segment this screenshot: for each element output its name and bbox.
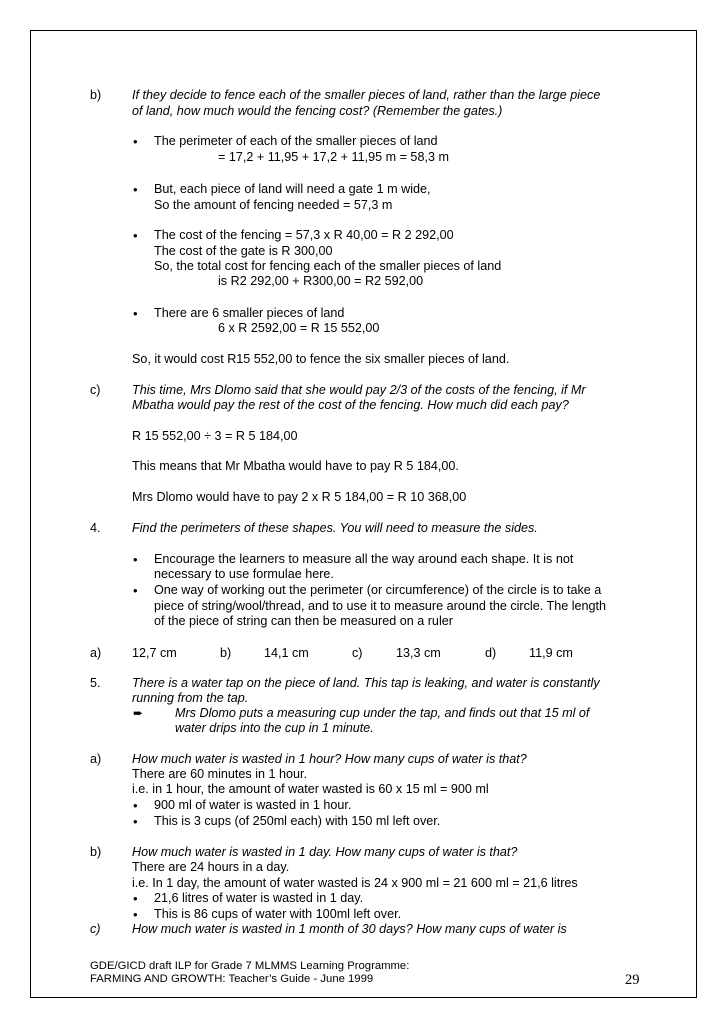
bullet: •	[133, 891, 138, 906]
answer-text: There are 6 smaller pieces of land	[154, 306, 345, 320]
answer-text: This means that Mr Mbatha would have to pay R 5 184,00.	[132, 459, 459, 473]
bullet: •	[133, 814, 138, 829]
answer-label: d)	[485, 646, 497, 660]
question-text: This time, Mrs Dlomo said that she would pay 2/3 of the costs of the fencing, if Mr	[132, 383, 586, 397]
answer-text: = 17,2 + 11,95 + 17,2 + 11,95 m = 58,3 m	[218, 150, 449, 164]
answer-text: necessary to use formulae here.	[154, 567, 334, 581]
bullet: •	[133, 306, 138, 321]
answer-text: R 15 552,00 ÷ 3 = R 5 184,00	[132, 429, 298, 443]
answer-text: So the amount of fencing needed = 57,3 m	[154, 198, 393, 212]
answer-text: But, each piece of land will need a gate 1 m wide,	[154, 182, 431, 196]
answer-value: 12,7 cm	[132, 646, 177, 660]
question-text: water drips into the cup in 1 minute.	[175, 721, 374, 735]
answer-text: There are 60 minutes in 1 hour.	[132, 767, 308, 781]
question-label: c)	[90, 383, 101, 397]
answer-text: This is 86 cups of water with 100ml left over.	[154, 907, 402, 921]
page-number: 29	[625, 972, 640, 988]
question-text: If they decide to fence each of the smaller pieces of land, rather than the large piece	[132, 88, 601, 102]
answer-text: So, the total cost for fencing each of the smaller pieces of land	[154, 259, 502, 273]
question-label: c)	[90, 922, 101, 936]
question-label: 5.	[90, 676, 101, 690]
bullet: •	[133, 583, 138, 598]
question-text: How much water is wasted in 1 hour? How many cups of water is that?	[132, 752, 527, 766]
arrow-bullet-icon: ➨	[133, 706, 144, 720]
bullet: •	[133, 907, 138, 922]
answer-text: There are 24 hours in a day.	[132, 860, 290, 874]
bullet: •	[133, 552, 138, 567]
answer-label: b)	[220, 646, 232, 660]
answer-value: 14,1 cm	[264, 646, 309, 660]
question-text: Mrs Dlomo puts a measuring cup under the tap, and finds out that 15 ml of	[175, 706, 590, 720]
answer-text: piece of string/wool/thread, and to use it to measure around the circle. The length	[154, 599, 607, 613]
bullet: •	[133, 134, 138, 149]
answer-text: i.e. in 1 hour, the amount of water wasted is 60 x 15 ml = 900 ml	[132, 782, 489, 796]
answer-text: The cost of the fencing = 57,3 x R 40,00 = R 2 292,00	[154, 228, 454, 242]
question-label: b)	[90, 845, 102, 859]
answer-text: of the piece of string can then be measured on a ruler	[154, 614, 453, 628]
question-text: Mbatha would pay the rest of the cost of the fencing. How much did each pay?	[132, 398, 569, 412]
answer-text: This is 3 cups (of 250ml each) with 150 ml left over.	[154, 814, 441, 828]
answer-text: Mrs Dlomo would have to pay 2 x R 5 184,00 = R 10 368,00	[132, 490, 467, 504]
answer-text: The perimeter of each of the smaller pieces of land	[154, 134, 438, 148]
bullet: •	[133, 182, 138, 197]
question-text: How much water is wasted in 1 month of 30 days? How many cups of water is	[132, 922, 567, 936]
answer-text: Encourage the learners to measure all the way around each shape. It is not	[154, 552, 574, 566]
answer-text: is R2 292,00 + R300,00 = R2 592,00	[218, 274, 424, 288]
answer-text: 21,6 litres of water is wasted in 1 day.	[154, 891, 364, 905]
answer-text: 900 ml of water is wasted in 1 hour.	[154, 798, 352, 812]
bullet: •	[133, 228, 138, 243]
answer-text: So, it would cost R15 552,00 to fence the six smaller pieces of land.	[132, 352, 510, 366]
answer-label: c)	[352, 646, 363, 660]
bullet: •	[133, 798, 138, 813]
answer-label: a)	[90, 646, 102, 660]
footer-line: FARMING AND GROWTH: Teacher’s Guide - June 1999	[90, 973, 374, 985]
question-label: a)	[90, 752, 102, 766]
answer-text: 6 x R 2592,00 = R 15 552,00	[218, 321, 380, 335]
question-text: of land, how much would the fencing cost? (Remember the gates.)	[132, 104, 503, 118]
question-label: b)	[90, 88, 102, 102]
answer-value: 13,3 cm	[396, 646, 441, 660]
answer-text: i.e. In 1 day, the amount of water wasted is 24 x 900 ml = 21 600 ml = 21,6 litres	[132, 876, 578, 890]
question-text: There is a water tap on the piece of land. This tap is leaking, and water is constantly	[132, 676, 600, 690]
question-label: 4.	[90, 521, 101, 535]
question-text: Find the perimeters of these shapes. You will need to measure the sides.	[132, 521, 538, 535]
question-text: How much water is wasted in 1 day. How many cups of water is that?	[132, 845, 518, 859]
answer-text: The cost of the gate is R 300,00	[154, 244, 333, 258]
answer-text: One way of working out the perimeter (or circumference) of the circle is to take a	[154, 583, 602, 597]
question-text: running from the tap.	[132, 691, 249, 705]
footer-line: GDE/GICD draft ILP for Grade 7 MLMMS Learning Programme:	[90, 960, 410, 972]
answer-value: 11,9 cm	[529, 646, 573, 660]
